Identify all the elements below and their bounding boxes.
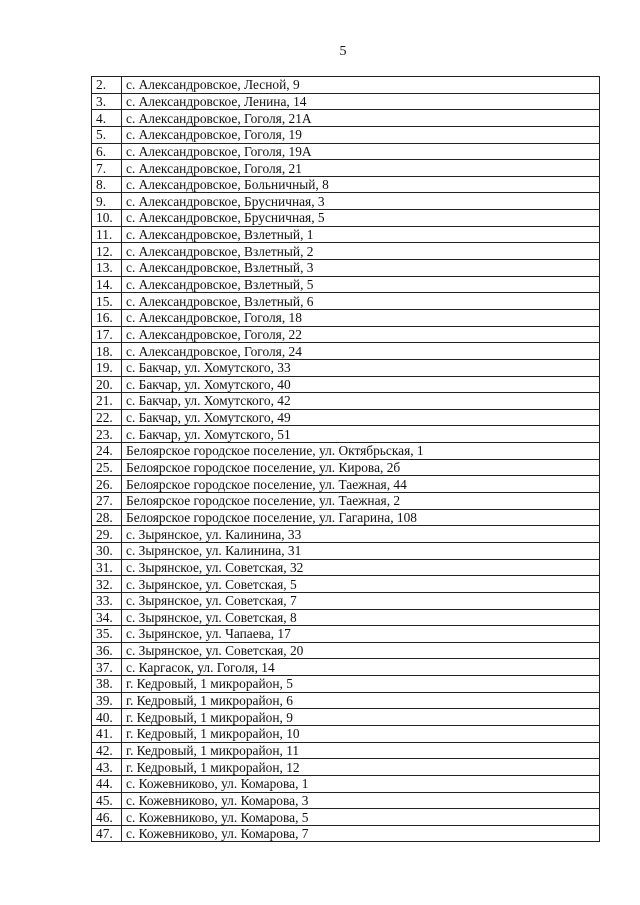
row-number: 13. <box>92 260 122 277</box>
row-address: г. Кедровый, 1 микрорайон, 9 <box>122 709 600 726</box>
row-address: с. Александровское, Взлетный, 2 <box>122 243 600 260</box>
row-number: 27. <box>92 493 122 510</box>
row-address: с. Зырянское, ул. Советская, 5 <box>122 576 600 593</box>
row-number: 35. <box>92 626 122 643</box>
row-number: 19. <box>92 359 122 376</box>
row-address: с. Александровское, Гоголя, 22 <box>122 326 600 343</box>
table-row <box>92 526 600 543</box>
row-address: с. Александровское, Лесной, 9 <box>122 77 600 94</box>
table-row <box>92 476 600 493</box>
table-row <box>92 260 600 277</box>
row-address: г. Кедровый, 1 микрорайон, 12 <box>122 759 600 776</box>
row-address: с. Александровское, Гоголя, 19 <box>122 126 600 143</box>
row-number: 25. <box>92 459 122 476</box>
table-row <box>92 709 600 726</box>
table-row <box>92 426 600 443</box>
row-number: 26. <box>92 476 122 493</box>
row-address: Белоярское городское поселение, ул. Гагарина, 108 <box>122 509 600 526</box>
row-address: с. Александровское, Взлетный, 5 <box>122 276 600 293</box>
row-address: с. Бакчар, ул. Хомутского, 51 <box>122 426 600 443</box>
row-address: с. Зырянское, ул. Советская, 8 <box>122 609 600 626</box>
table-row <box>92 609 600 626</box>
row-address: г. Кедровый, 1 микрорайон, 11 <box>122 742 600 759</box>
table-row <box>92 459 600 476</box>
row-number: 46. <box>92 809 122 826</box>
row-address: с. Александровское, Брусничная, 3 <box>122 193 600 210</box>
table-row <box>92 809 600 826</box>
table-row <box>92 659 600 676</box>
row-address: с. Кожевниково, ул. Комарова, 7 <box>122 825 600 842</box>
table-row <box>92 775 600 792</box>
row-number: 45. <box>92 792 122 809</box>
row-number: 33. <box>92 592 122 609</box>
row-address: с. Кожевниково, ул. Комарова, 3 <box>122 792 600 809</box>
row-address: г. Кедровый, 1 микрорайон, 6 <box>122 692 600 709</box>
table-row <box>92 276 600 293</box>
row-address: с. Александровское, Взлетный, 1 <box>122 226 600 243</box>
table-row <box>92 725 600 742</box>
row-address: с. Зырянское, ул. Калинина, 33 <box>122 526 600 543</box>
address-table <box>91 76 600 842</box>
row-number: 41. <box>92 725 122 742</box>
row-address: с. Кожевниково, ул. Комарова, 1 <box>122 775 600 792</box>
row-number: 44. <box>92 775 122 792</box>
row-number: 37. <box>92 659 122 676</box>
row-address: Белоярское городское поселение, ул. Таежная, 44 <box>122 476 600 493</box>
row-number: 39. <box>92 692 122 709</box>
table-row <box>92 326 600 343</box>
row-address: с. Бакчар, ул. Хомутского, 40 <box>122 376 600 393</box>
table-row <box>92 126 600 143</box>
table-row <box>92 393 600 410</box>
table-row <box>92 309 600 326</box>
address-table-body <box>92 77 600 842</box>
row-number: 24. <box>92 443 122 460</box>
table-row <box>92 642 600 659</box>
row-address: с. Бакчар, ул. Хомутского, 33 <box>122 359 600 376</box>
row-number: 42. <box>92 742 122 759</box>
row-number: 38. <box>92 676 122 693</box>
row-address: г. Кедровый, 1 микрорайон, 5 <box>122 676 600 693</box>
row-address: с. Кожевниково, ул. Комарова, 5 <box>122 809 600 826</box>
row-address: г. Кедровый, 1 микрорайон, 10 <box>122 725 600 742</box>
row-address: с. Бакчар, ул. Хомутского, 42 <box>122 393 600 410</box>
row-number: 23. <box>92 426 122 443</box>
table-row <box>92 143 600 160</box>
row-number: 10. <box>92 210 122 227</box>
table-row <box>92 77 600 94</box>
table-row <box>92 176 600 193</box>
row-number: 43. <box>92 759 122 776</box>
row-address: с. Александровское, Брусничная, 5 <box>122 210 600 227</box>
table-row <box>92 493 600 510</box>
row-number: 15. <box>92 293 122 310</box>
row-address: с. Александровское, Гоголя, 24 <box>122 343 600 360</box>
row-number: 3. <box>92 93 122 110</box>
row-address: с. Александровское, Гоголя, 18 <box>122 309 600 326</box>
row-number: 32. <box>92 576 122 593</box>
table-row <box>92 742 600 759</box>
table-row <box>92 210 600 227</box>
row-number: 12. <box>92 243 122 260</box>
row-number: 22. <box>92 409 122 426</box>
row-number: 28. <box>92 509 122 526</box>
row-address: с. Александровское, Гоголя, 21 <box>122 160 600 177</box>
table-row <box>92 443 600 460</box>
row-number: 20. <box>92 376 122 393</box>
row-number: 18. <box>92 343 122 360</box>
table-row <box>92 376 600 393</box>
row-address: Белоярское городское поселение, ул. Октябрьская, 1 <box>122 443 600 460</box>
table-row <box>92 226 600 243</box>
row-number: 36. <box>92 642 122 659</box>
row-address: Белоярское городское поселение, ул. Кирова, 2б <box>122 459 600 476</box>
row-number: 11. <box>92 226 122 243</box>
row-address: с. Зырянское, ул. Советская, 7 <box>122 592 600 609</box>
table-row <box>92 110 600 127</box>
row-address: с. Зырянское, ул. Советская, 32 <box>122 559 600 576</box>
row-number: 4. <box>92 110 122 127</box>
table-row <box>92 626 600 643</box>
row-address: с. Зырянское, ул. Калинина, 31 <box>122 542 600 559</box>
table-row <box>92 160 600 177</box>
table-row <box>92 542 600 559</box>
table-row <box>92 692 600 709</box>
row-number: 47. <box>92 825 122 842</box>
table-row <box>92 792 600 809</box>
table-row <box>92 409 600 426</box>
row-address: с. Зырянское, ул. Советская, 20 <box>122 642 600 659</box>
row-number: 34. <box>92 609 122 626</box>
row-number: 6. <box>92 143 122 160</box>
table-row <box>92 676 600 693</box>
table-row <box>92 343 600 360</box>
table-row <box>92 243 600 260</box>
row-address: с. Александровское, Взлетный, 6 <box>122 293 600 310</box>
row-address: с. Бакчар, ул. Хомутского, 49 <box>122 409 600 426</box>
table-row <box>92 576 600 593</box>
row-number: 14. <box>92 276 122 293</box>
row-number: 29. <box>92 526 122 543</box>
row-number: 5. <box>92 126 122 143</box>
table-row <box>92 759 600 776</box>
table-row <box>92 509 600 526</box>
table-row <box>92 293 600 310</box>
table-row <box>92 559 600 576</box>
row-address: с. Александровское, Взлетный, 3 <box>122 260 600 277</box>
row-address: с. Александровское, Гоголя, 21А <box>122 110 600 127</box>
row-address: Белоярское городское поселение, ул. Таежная, 2 <box>122 493 600 510</box>
row-address: с. Александровское, Гоголя, 19А <box>122 143 600 160</box>
table-row <box>92 825 600 842</box>
row-number: 8. <box>92 176 122 193</box>
table-row <box>92 592 600 609</box>
table-row <box>92 359 600 376</box>
row-number: 30. <box>92 542 122 559</box>
row-number: 7. <box>92 160 122 177</box>
page-number: 5 <box>339 44 347 59</box>
table-row <box>92 193 600 210</box>
row-number: 21. <box>92 393 122 410</box>
row-address: с. Каргасок, ул. Гоголя, 14 <box>122 659 600 676</box>
row-number: 16. <box>92 309 122 326</box>
row-number: 9. <box>92 193 122 210</box>
table-row <box>92 93 600 110</box>
row-number: 31. <box>92 559 122 576</box>
row-number: 2. <box>92 77 122 94</box>
row-address: с. Александровское, Больничный, 8 <box>122 176 600 193</box>
row-number: 40. <box>92 709 122 726</box>
row-number: 17. <box>92 326 122 343</box>
row-address: с. Зырянское, ул. Чапаева, 17 <box>122 626 600 643</box>
row-address: с. Александровское, Ленина, 14 <box>122 93 600 110</box>
